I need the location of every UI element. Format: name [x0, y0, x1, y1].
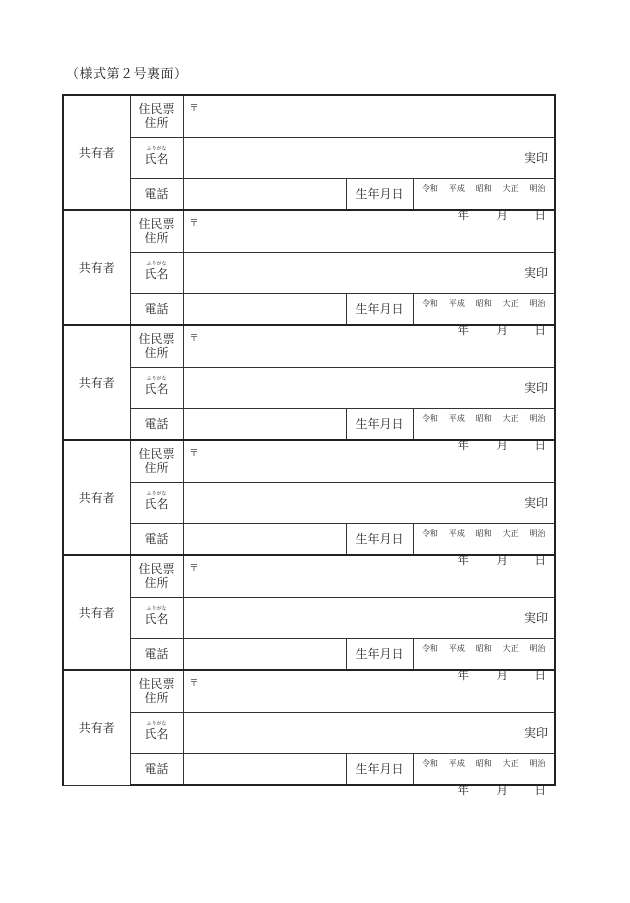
address-label	[130, 95, 183, 137]
owner-label: 共有者	[63, 95, 130, 210]
dob-field[interactable]	[413, 753, 555, 797]
name-label	[130, 712, 183, 753]
address-field[interactable]	[183, 325, 555, 367]
era-taisho[interactable]: 大正	[502, 643, 519, 653]
month-label: 月	[496, 553, 508, 567]
era-heisei[interactable]: 平成	[448, 413, 465, 423]
era-meiji[interactable]: 明治	[529, 183, 546, 193]
phone-field[interactable]	[183, 178, 346, 210]
phone-label: 電話	[130, 753, 183, 785]
furigana-label: ふりがな	[146, 375, 167, 382]
era-showa[interactable]: 昭和	[475, 183, 492, 193]
name-label	[130, 252, 183, 293]
year-label: 年	[457, 553, 469, 567]
address-label-line2: 住所	[144, 346, 169, 361]
day-label: 日	[534, 323, 546, 337]
address-label-line1: 住民票	[138, 562, 175, 577]
address-label-line2: 住所	[144, 576, 169, 591]
era-heisei[interactable]: 平成	[448, 528, 465, 538]
era-showa[interactable]: 昭和	[475, 413, 492, 423]
address-label-line2: 住所	[144, 231, 169, 246]
furigana-label: ふりがな	[146, 260, 167, 267]
name-field[interactable]	[183, 597, 555, 638]
seal-label: 実印	[523, 266, 548, 280]
era-meiji[interactable]: 明治	[529, 298, 546, 308]
owner-label: 共有者	[63, 555, 130, 670]
day-label: 日	[534, 208, 546, 222]
era-heisei[interactable]: 平成	[448, 758, 465, 768]
dob-field[interactable]	[413, 523, 555, 567]
phone-label: 電話	[130, 638, 183, 670]
seal-label: 実印	[523, 381, 548, 395]
era-showa[interactable]: 昭和	[475, 758, 492, 768]
postal-mark: 〒	[189, 104, 199, 114]
era-meiji[interactable]: 明治	[529, 528, 546, 538]
day-label: 日	[534, 668, 546, 682]
day-label: 日	[534, 438, 546, 452]
address-label	[130, 325, 183, 367]
year-label: 年	[457, 208, 469, 222]
era-taisho[interactable]: 大正	[502, 758, 519, 768]
month-label: 月	[496, 783, 508, 797]
era-reiwa[interactable]: 令和	[421, 183, 438, 193]
phone-field[interactable]	[183, 408, 346, 440]
postal-mark: 〒	[189, 219, 199, 229]
address-label	[130, 440, 183, 482]
furigana-label: ふりがな	[146, 490, 167, 497]
name-label-text: 氏名	[144, 726, 169, 741]
furigana-label: ふりがな	[146, 605, 167, 612]
name-label-text: 氏名	[144, 151, 169, 166]
era-options	[414, 298, 555, 309]
address-field[interactable]	[183, 670, 555, 712]
address-label	[130, 210, 183, 252]
era-reiwa[interactable]: 令和	[421, 298, 438, 308]
address-label-line2: 住所	[144, 116, 169, 131]
postal-mark: 〒	[189, 679, 199, 689]
furigana-label: ふりがな	[146, 720, 167, 727]
co-owner-table	[62, 94, 556, 797]
address-label-line1: 住民票	[138, 217, 175, 232]
phone-label: 電話	[130, 408, 183, 440]
address-label	[130, 670, 183, 712]
era-heisei[interactable]: 平成	[448, 183, 465, 193]
name-label-text: 氏名	[144, 266, 169, 281]
owner-label: 共有者	[63, 440, 130, 555]
postal-mark: 〒	[189, 564, 199, 574]
address-field[interactable]	[183, 210, 555, 252]
address-label-line2: 住所	[144, 691, 169, 706]
month-label: 月	[496, 323, 508, 337]
name-field[interactable]	[183, 367, 555, 408]
era-reiwa[interactable]: 令和	[421, 758, 438, 768]
name-field[interactable]	[183, 482, 555, 523]
dob-label: 生年月日	[346, 638, 413, 670]
dob-field[interactable]	[413, 408, 555, 452]
name-label	[130, 137, 183, 178]
owner-label: 共有者	[63, 325, 130, 440]
address-label-line2: 住所	[144, 461, 169, 476]
address-label-line1: 住民票	[138, 677, 175, 692]
address-label-line1: 住民票	[138, 332, 175, 347]
dob-label: 生年月日	[346, 753, 413, 785]
year-label: 年	[457, 783, 469, 797]
era-options	[414, 183, 555, 194]
name-label-text: 氏名	[144, 496, 169, 511]
dob-label: 生年月日	[346, 178, 413, 210]
furigana-label: ふりがな	[146, 145, 167, 152]
era-options	[414, 413, 555, 424]
month-label: 月	[496, 668, 508, 682]
month-label: 月	[496, 208, 508, 222]
name-label-text: 氏名	[144, 611, 169, 626]
name-label	[130, 597, 183, 638]
era-heisei[interactable]: 平成	[448, 298, 465, 308]
era-reiwa[interactable]: 令和	[421, 528, 438, 538]
day-label: 日	[534, 783, 546, 797]
era-showa[interactable]: 昭和	[475, 528, 492, 538]
address-label	[130, 555, 183, 597]
dob-label: 生年月日	[346, 293, 413, 325]
era-options	[414, 643, 555, 654]
address-field[interactable]	[183, 440, 555, 482]
era-meiji[interactable]: 明治	[529, 758, 546, 768]
era-reiwa[interactable]: 令和	[421, 643, 438, 653]
form-title: （様式第２号裏面）	[66, 67, 188, 82]
address-field[interactable]	[183, 555, 555, 597]
postal-mark: 〒	[189, 449, 199, 459]
phone-field[interactable]	[183, 293, 346, 325]
address-label-line1: 住民票	[138, 102, 175, 117]
era-showa[interactable]: 昭和	[475, 298, 492, 308]
era-taisho[interactable]: 大正	[502, 298, 519, 308]
postal-mark: 〒	[189, 334, 199, 344]
address-field[interactable]	[183, 95, 555, 137]
owner-label: 共有者	[63, 670, 130, 785]
owner-label: 共有者	[63, 210, 130, 325]
era-meiji[interactable]: 明治	[529, 413, 546, 423]
day-label: 日	[534, 553, 546, 567]
era-showa[interactable]: 昭和	[475, 643, 492, 653]
address-label-line1: 住民票	[138, 447, 175, 462]
seal-label: 実印	[523, 496, 548, 510]
name-field[interactable]	[183, 137, 555, 178]
phone-label: 電話	[130, 178, 183, 210]
era-taisho[interactable]: 大正	[502, 183, 519, 193]
seal-label: 実印	[523, 151, 548, 165]
name-label	[130, 482, 183, 523]
era-options	[414, 528, 555, 539]
year-label: 年	[457, 438, 469, 452]
seal-label: 実印	[523, 726, 548, 740]
year-label: 年	[457, 323, 469, 337]
year-label: 年	[457, 668, 469, 682]
name-label	[130, 367, 183, 408]
era-taisho[interactable]: 大正	[502, 528, 519, 538]
month-label: 月	[496, 438, 508, 452]
phone-label: 電話	[130, 523, 183, 555]
era-options	[414, 758, 555, 769]
name-field[interactable]	[183, 712, 555, 753]
seal-label: 実印	[523, 611, 548, 625]
phone-field[interactable]	[183, 638, 346, 670]
era-taisho[interactable]: 大正	[502, 413, 519, 423]
name-field[interactable]	[183, 252, 555, 293]
phone-field[interactable]	[183, 523, 346, 555]
phone-field[interactable]	[183, 753, 346, 785]
dob-field[interactable]	[413, 638, 555, 682]
dob-field[interactable]	[413, 293, 555, 337]
name-label-text: 氏名	[144, 381, 169, 396]
era-meiji[interactable]: 明治	[529, 643, 546, 653]
dob-field[interactable]	[413, 178, 555, 222]
era-reiwa[interactable]: 令和	[421, 413, 438, 423]
dob-label: 生年月日	[346, 408, 413, 440]
dob-label: 生年月日	[346, 523, 413, 555]
phone-label: 電話	[130, 293, 183, 325]
era-heisei[interactable]: 平成	[448, 643, 465, 653]
